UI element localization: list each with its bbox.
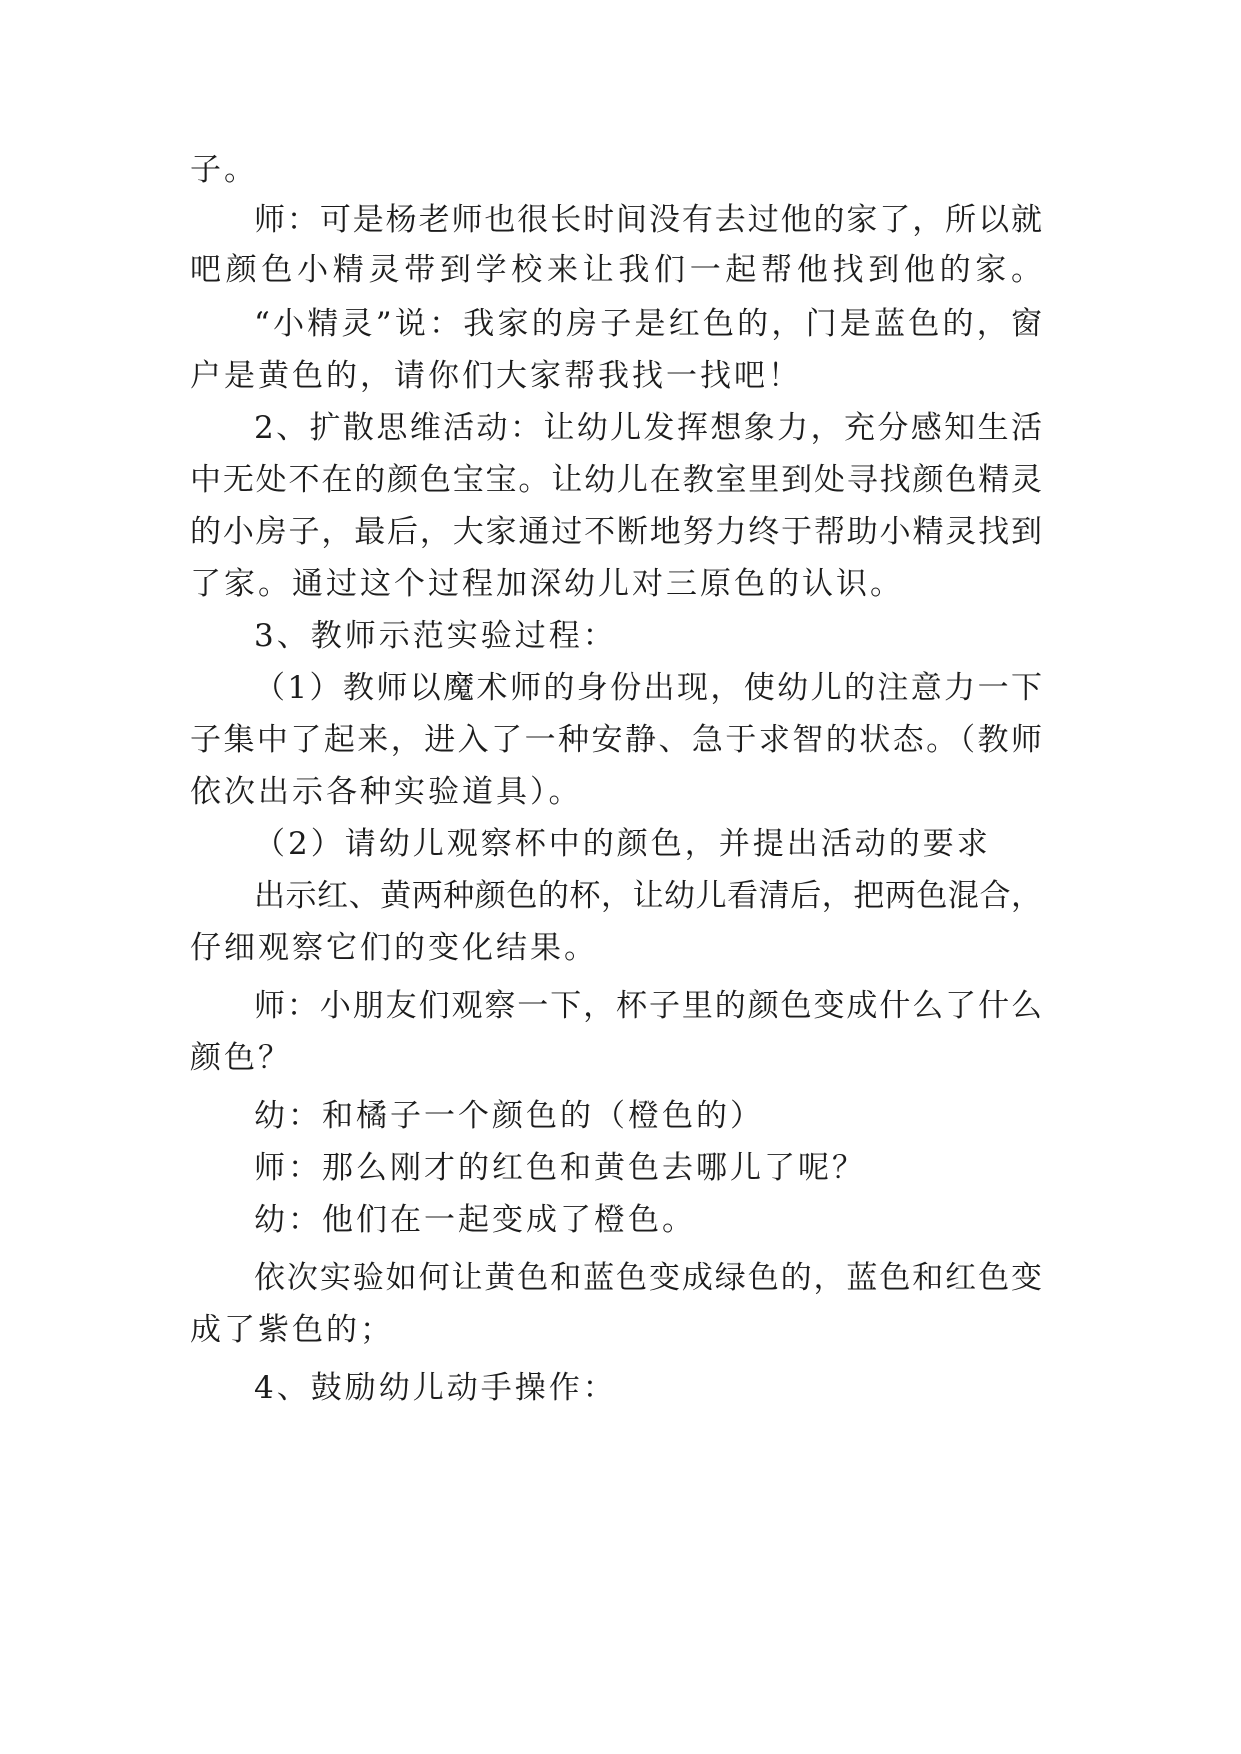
text-line: 户是黄色的，请你们大家帮我找一找吧！ (190, 358, 802, 394)
text-line: “小精灵”说：我家的房子是红色的，门是蓝色的，窗 (254, 306, 1042, 342)
text-line: （1）教师以魔术师的身份出现，使幼儿的注意力一下 (254, 670, 1042, 706)
text-line: 子。 (190, 152, 258, 188)
text-line: 依次出示各种实验道具）。 (190, 774, 583, 810)
text-line: 幼：他们在一起变成了橙色。 (254, 1202, 696, 1238)
text-line: 颜色？ (190, 1040, 292, 1076)
text-line: （2）请幼儿观察杯中的颜色，并提出活动的要求 (254, 826, 991, 862)
text-line: 幼：和橘子一个颜色的（橙色的） (254, 1098, 764, 1134)
text-line: 仔细观察它们的变化结果。 (190, 930, 598, 966)
text-line: 3、教师示范实验过程： (254, 618, 617, 654)
text-line: 子集中了起来，进入了一种安静、急于求智的状态。（教师 (190, 722, 1042, 758)
text-line: 了家。通过这个过程加深幼儿对三原色的认识。 (190, 566, 904, 602)
text-line: 的小房子，最后，大家通过不断地努力终于帮助小精灵找到 (190, 514, 1042, 550)
text-line: 师：小朋友们观察一下，杯子里的颜色变成什么了什么 (254, 988, 1042, 1024)
text-line: 师：可是杨老师也很长时间没有去过他的家了，所以就 (254, 202, 1042, 238)
text-line: 依次实验如何让黄色和蓝色变成绿色的，蓝色和红色变 (254, 1260, 1042, 1296)
text-line: 师：那么刚才的红色和黄色去哪儿了呢？ (254, 1150, 866, 1186)
text-line: 中无处不在的颜色宝宝。让幼儿在教室里到处寻找颜色精灵 (190, 462, 1042, 498)
text-line: 成了紫色的； (190, 1312, 394, 1348)
text-line: 吧颜色小精灵带到学校来让我们一起帮他找到他的家。 (190, 252, 1042, 288)
text-line: 2、扩散思维活动：让幼儿发挥想象力，充分感知生活 (254, 410, 1042, 446)
text-line: 出示红、黄两种颜色的杯，让幼儿看清后，把两色混合， (254, 878, 1042, 914)
text-line: 4、鼓励幼儿动手操作： (254, 1370, 617, 1406)
